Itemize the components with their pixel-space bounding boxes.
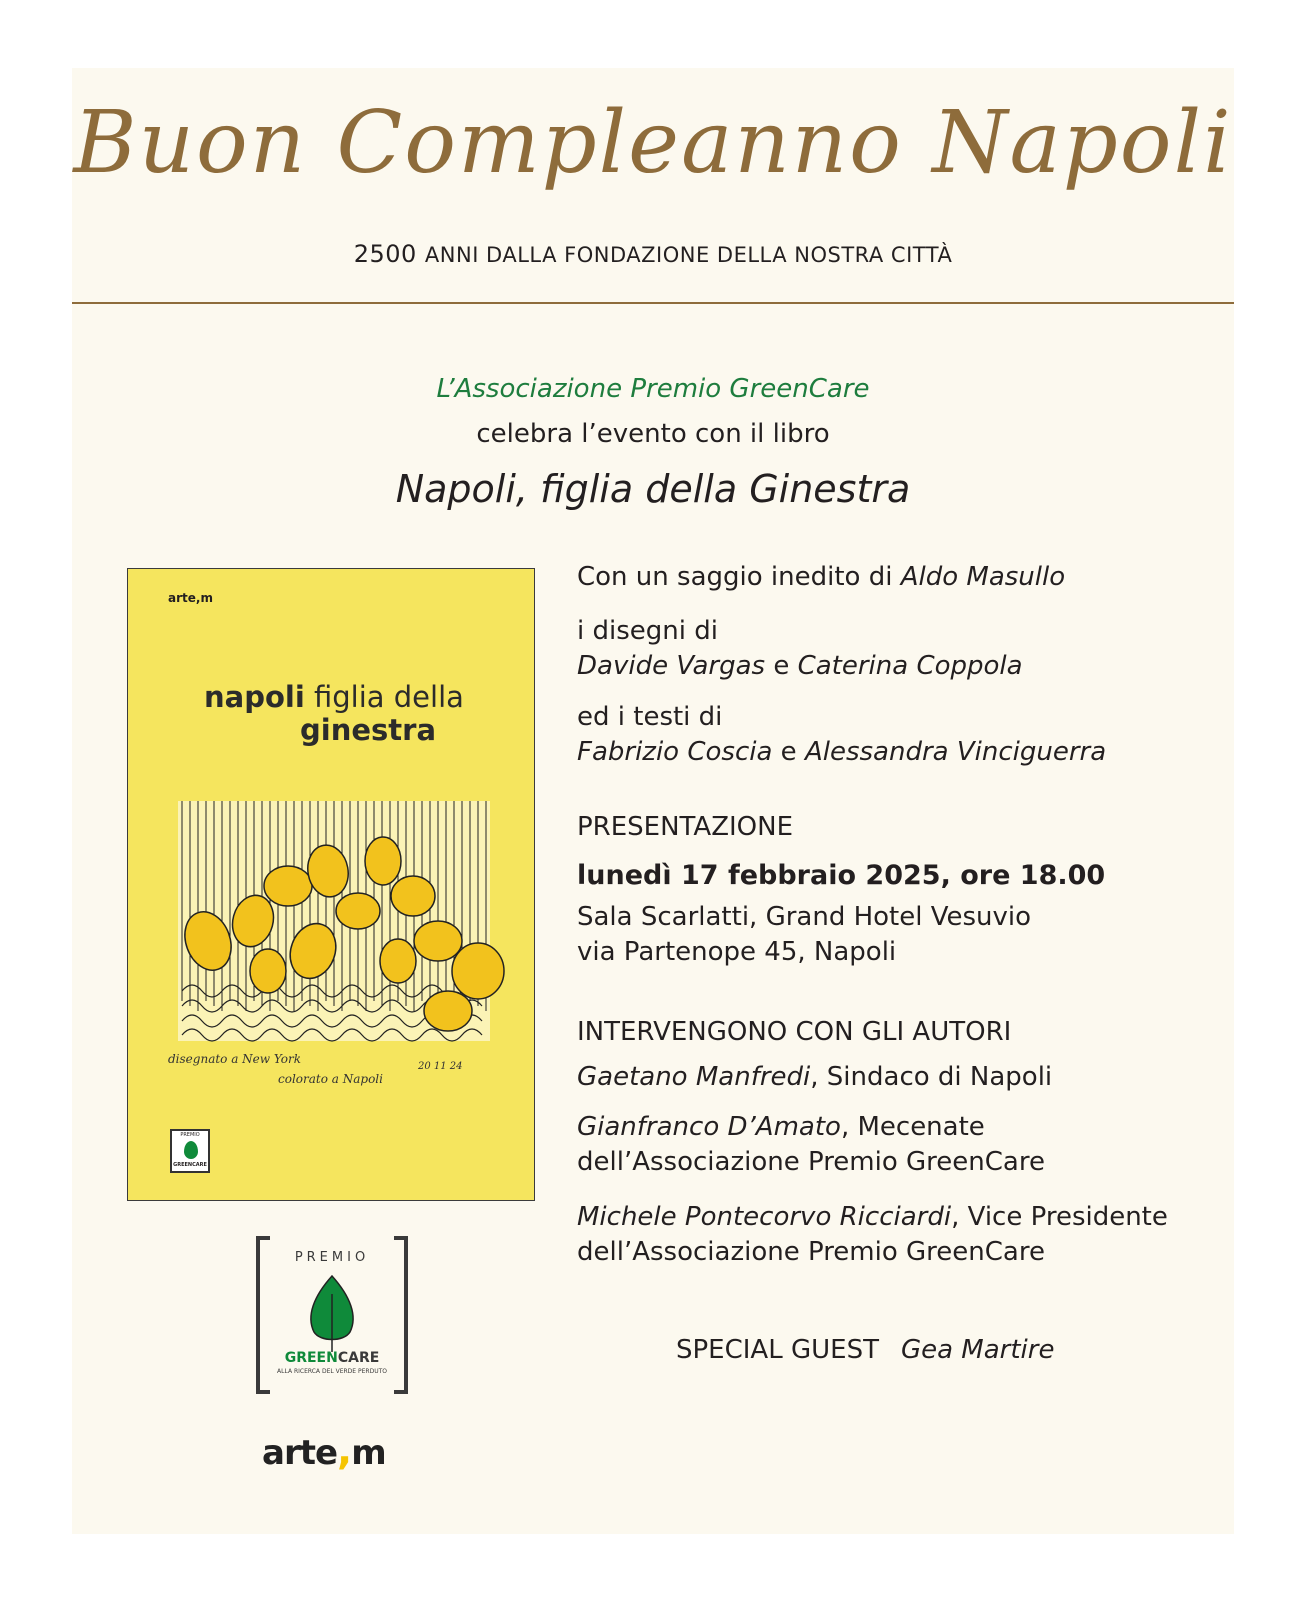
cover-brand-text: arte [168, 591, 196, 605]
speaker-2-role-2: dell’Associazione Premio GreenCare [577, 1147, 1045, 1178]
cover-greencare-logo [170, 1129, 210, 1173]
leaf-icon [184, 1141, 198, 1159]
presentation-address: via Partenope 45, Napoli [577, 937, 897, 968]
texts-and: e [772, 737, 805, 768]
speakers-heading: INTERVENGONO CON GLI AUTORI [577, 1017, 1012, 1047]
drawings-credit [577, 614, 1023, 685]
cover-publisher: arte,m [168, 591, 213, 605]
drawings-author-2: Caterina Coppola [797, 651, 1023, 682]
cover-title [204, 681, 464, 748]
speaker-2 [577, 1110, 1045, 1181]
speaker-1 [577, 1060, 1052, 1095]
subtitle [0, 240, 1306, 268]
presentation-date: lunedì 17 febbraio 2025, ore 18.00 [577, 860, 1106, 891]
greencare-logo [256, 1236, 408, 1394]
book-cover [127, 568, 535, 1201]
speaker-2-role: , Mecenate [840, 1112, 985, 1142]
publisher-logo: arte,m [262, 1428, 386, 1474]
speaker-3-name: Michele Pontecorvo Ricciardi [577, 1202, 952, 1232]
speaker-3-role: , Vice Presidente [951, 1202, 1168, 1232]
script-title: Buon Compleanno Napoli [73, 93, 1233, 193]
presentation-place [577, 900, 1031, 971]
texts-author-2: Alessandra Vinciguerra [804, 737, 1107, 768]
logo-green: GREEN [284, 1350, 338, 1366]
cover-brand-suffix: m [200, 591, 213, 605]
presentation-heading: PRESENTAZIONE [577, 812, 794, 842]
publisher-suffix: m [351, 1433, 386, 1473]
drawings-prefix: i disegni di [577, 616, 718, 646]
speaker-3-role-2: dell’Associazione Premio GreenCare [577, 1237, 1045, 1268]
special-guest-name: Gea Martire [900, 1335, 1055, 1365]
celebrates-line: celebra l’evento con il libro [476, 419, 830, 449]
cover-title-line2: ginestra [300, 713, 437, 748]
presentation-venue: Sala Scarlatti, Grand Hotel Vesuvio [577, 902, 1032, 932]
speaker-2-name: Gianfranco D’Amato [577, 1112, 841, 1142]
texts-prefix: ed i testi di [577, 702, 723, 732]
logo-care: CARE [337, 1350, 380, 1366]
essay-prefix: Con un saggio inedito di [577, 562, 901, 592]
cover-logo-name: GREENCARE [173, 1162, 207, 1168]
subtitle-text: ANNI DALLA FONDAZIONE DELLA NOSTRA CITTÀ [424, 243, 953, 267]
association-name: L’Associazione Premio GreenCare [436, 374, 870, 404]
logo-tagline: ALLA RICERCA DEL VERDE PERDUTO [277, 1368, 387, 1375]
essay-author: Aldo Masullo [900, 562, 1066, 592]
divider [72, 302, 1234, 304]
texts-credit [577, 700, 1106, 771]
publisher-name: arte [262, 1433, 338, 1473]
drawings-author-1: Davide Vargas [577, 651, 766, 682]
cover-handwriting-date: 20 11 24 [418, 1061, 463, 1072]
texts-author-1: Fabrizio Coscia [577, 737, 773, 768]
cover-handwriting-2: colorato a Napoli [278, 1072, 383, 1086]
book-title: Napoli, figlia della Ginestra [395, 467, 911, 511]
ginestra-drawing [148, 801, 520, 1111]
cover-logo-premio: PREMIO [180, 1132, 200, 1138]
cover-title-rest: figlia della [304, 680, 464, 714]
subtitle-number: 2500 [353, 240, 417, 268]
drawings-and: e [765, 651, 798, 682]
cover-title-bold: napoli [204, 680, 305, 714]
special-guest-label: SPECIAL GUEST [676, 1335, 879, 1365]
essay-credit [577, 560, 1065, 595]
speaker-1-role: , Sindaco di Napoli [810, 1062, 1053, 1092]
logo-premio-text: PREMIO [294, 1250, 370, 1265]
speaker-3 [577, 1200, 1168, 1271]
cover-handwriting-1: disegnato a New York [168, 1052, 301, 1066]
speaker-1-name: Gaetano Manfredi [577, 1062, 811, 1092]
special-guest [0, 1335, 1306, 1365]
